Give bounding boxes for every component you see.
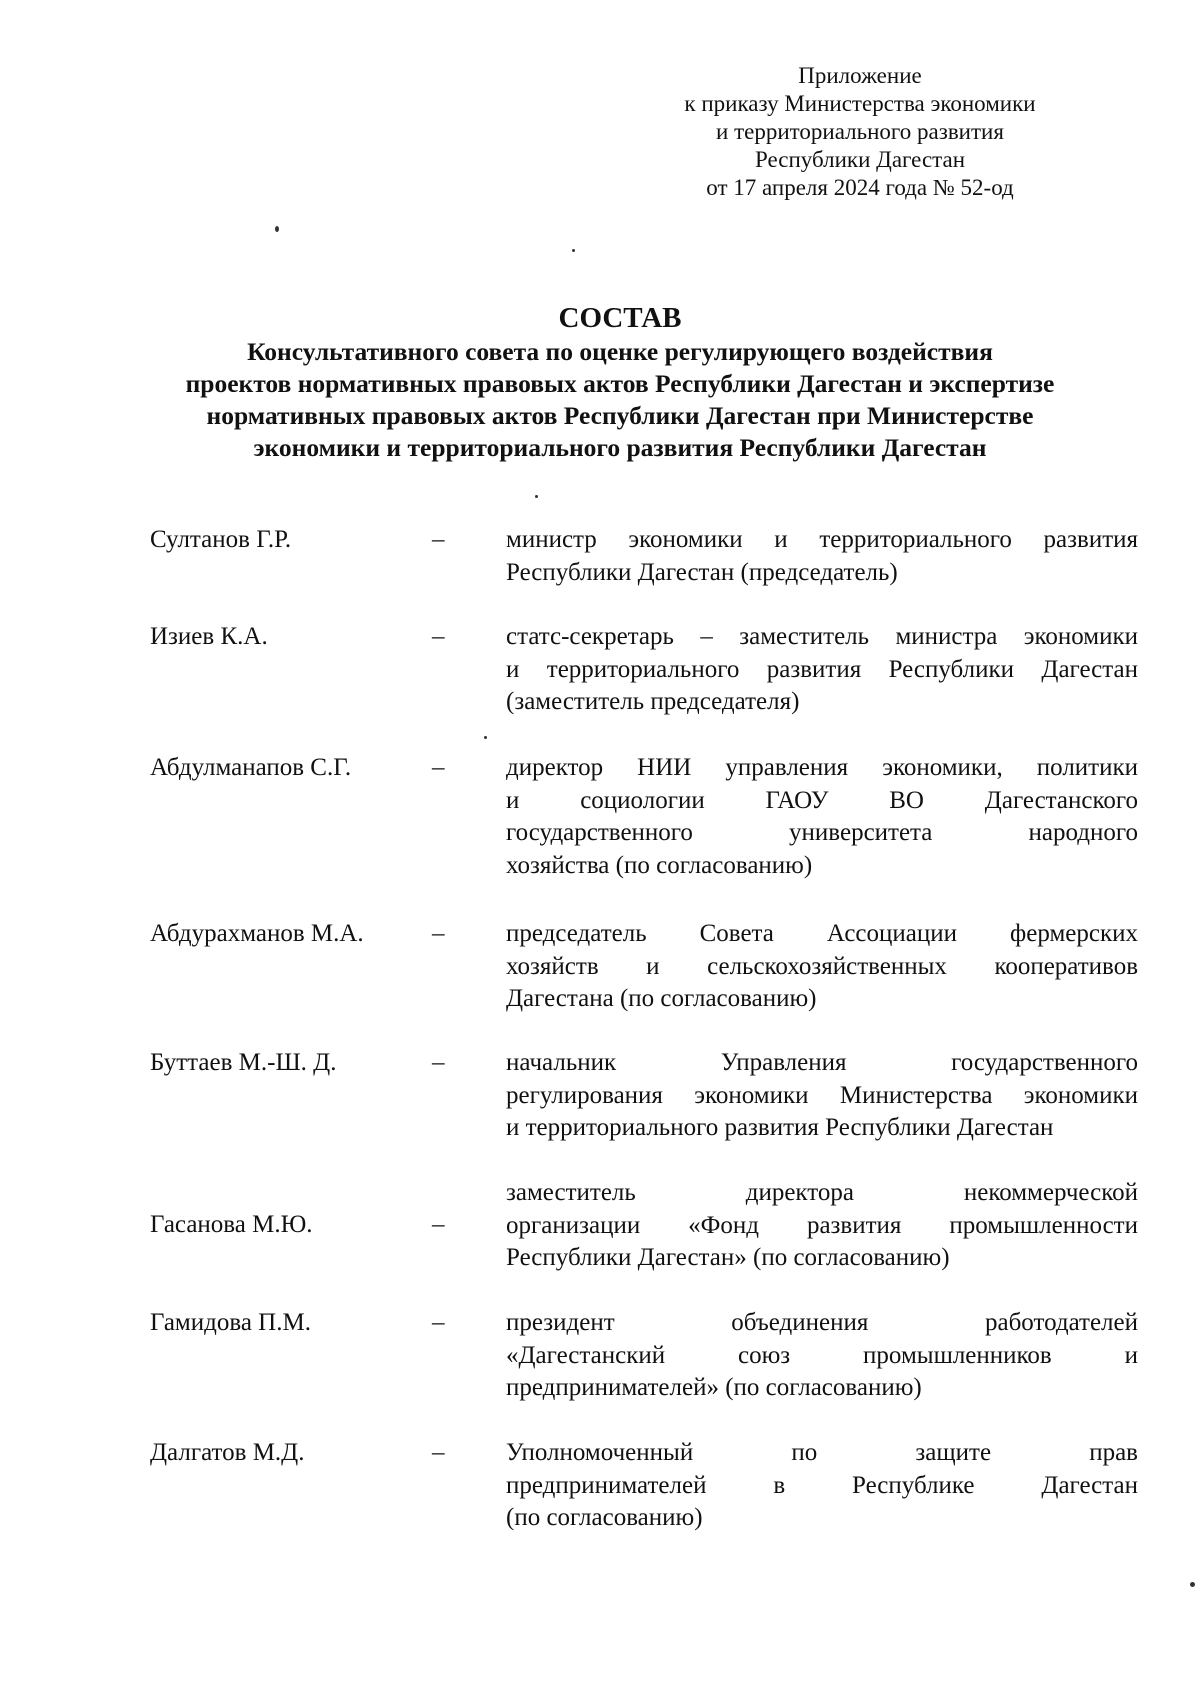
scan-speck xyxy=(275,226,279,232)
appendix-line: к приказу Министерства экономики xyxy=(684,91,1036,116)
member-role-line: и территориального развития Республики Дагестан xyxy=(506,1114,1054,1141)
title-subtitle-line: нормативных правовых актов Республики Дагестан при Министерстве xyxy=(206,401,1034,430)
member-dash: – xyxy=(432,1049,445,1076)
document-title xyxy=(120,300,1120,464)
member-role-line: президент объединения работодателей xyxy=(506,1309,1138,1336)
member-role-line: министр экономики и территориального развития xyxy=(506,526,1138,553)
member-role xyxy=(506,918,1138,1016)
member-name: Буттаев М.-Ш. Д. xyxy=(150,1049,337,1076)
member-dash: – xyxy=(432,1439,445,1466)
member-role xyxy=(506,1177,1138,1275)
title-subtitle xyxy=(120,336,1120,464)
appendix-header xyxy=(600,62,1120,202)
member-role-line: и территориального развития Республики Дагестан xyxy=(506,655,1138,683)
member-name: Гамидова П.М. xyxy=(150,1309,311,1336)
member-dash: – xyxy=(432,754,445,781)
title-main: СОСТАВ xyxy=(558,302,682,334)
member-name: Гасанова М.Ю. xyxy=(150,1211,313,1238)
scan-speck xyxy=(1190,1582,1195,1587)
member-name: Далгатов М.Д. xyxy=(150,1439,305,1466)
member-dash: – xyxy=(432,526,445,553)
member-dash: – xyxy=(432,623,445,650)
scan-speck xyxy=(484,736,487,739)
member-dash: – xyxy=(432,1211,445,1238)
member-role xyxy=(506,621,1138,719)
member-role-line: «Дагестанский союз промышленников и xyxy=(506,1341,1138,1369)
member-role-line: хозяйств и сельскохозяйственных кооперативов xyxy=(506,952,1138,980)
title-subtitle-line: проектов нормативных правовых актов Республики Дагестан и экспертизе xyxy=(185,369,1055,398)
member-role xyxy=(506,1437,1138,1535)
scan-speck xyxy=(572,249,575,252)
member-role-line: Дагестана (по согласованию) xyxy=(506,985,817,1012)
member-name: Султанов Г.Р. xyxy=(150,526,292,553)
member-role xyxy=(506,524,1138,589)
member-role-line: хозяйства (по согласованию) xyxy=(506,851,813,879)
member-dash: – xyxy=(432,1309,445,1336)
member-role-line: государственного университета народного xyxy=(506,819,1138,846)
appendix-line: Республики Дагестан xyxy=(755,147,965,172)
title-subtitle-line: экономики и территориального развития Республики Дагестан xyxy=(253,433,987,462)
member-role-line: Республики Дагестан» (по согласованию) xyxy=(506,1244,950,1271)
member-name: Абдулманапов С.Г. xyxy=(150,754,352,781)
member-role-line: (заместитель председателя) xyxy=(506,688,800,715)
appendix-line: от 17 апреля 2024 года № 52-од xyxy=(706,175,1014,200)
member-role-line: предпринимателей в Республике Дагестан xyxy=(506,1471,1138,1499)
member-role-line: Республики Дагестан (председатель) xyxy=(506,558,898,586)
member-role xyxy=(506,752,1138,882)
member-role-line: регулирования экономики Министерства экономики xyxy=(506,1081,1138,1109)
member-role-line: Уполномоченный по защите прав xyxy=(506,1439,1138,1466)
member-role-line: начальник Управления государственного xyxy=(506,1049,1138,1076)
member-role-line: предпринимателей» (по согласованию) xyxy=(506,1374,922,1401)
member-role-line: заместитель директора некоммерческой xyxy=(506,1179,1138,1206)
appendix-line: Приложение xyxy=(798,63,922,88)
member-role-line: (по согласованию) xyxy=(506,1504,703,1531)
appendix-line: и территориального развития xyxy=(716,119,1004,144)
member-dash: – xyxy=(432,920,445,947)
title-subtitle-line: Консультативного совета по оценке регулирующего воздействия xyxy=(247,337,993,366)
member-role-line: председатель Совета Ассоциации фермерских xyxy=(506,920,1138,947)
member-name: Изиев К.А. xyxy=(150,623,268,650)
member-role-line: директор НИИ управления экономики, политики xyxy=(506,754,1138,781)
member-role xyxy=(506,1047,1138,1145)
member-role-line: организации «Фонд развития промышленности xyxy=(506,1211,1138,1239)
member-name: Абдурахманов М.А. xyxy=(150,920,364,947)
scan-speck xyxy=(535,495,538,498)
member-role xyxy=(506,1307,1138,1405)
member-role-line: статс-секретарь – заместитель министра экономики xyxy=(506,623,1138,650)
member-role-line: и социологии ГАОУ ВО Дагестанского xyxy=(506,786,1138,814)
